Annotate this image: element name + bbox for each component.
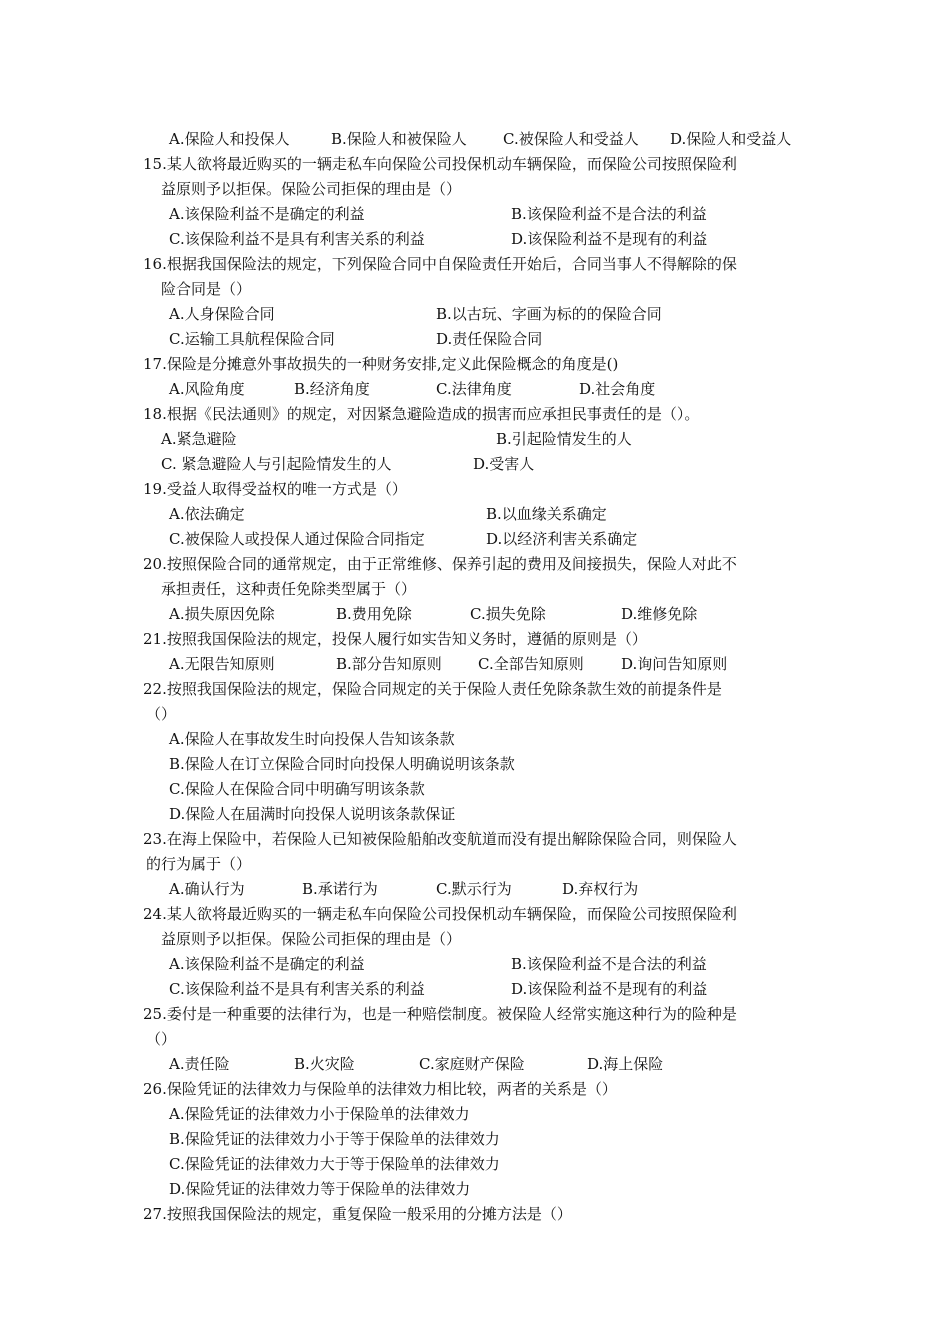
q22-option-b [143,752,813,777]
q18-options-row2 [143,452,813,477]
option-a: A.保险凭证的法律效力小于保险单的法律效力 [169,1105,470,1123]
option-a: A.保险人和投保人 [169,130,290,148]
option-a: A.人身保险合同 [169,305,275,323]
q16-options-row2 [143,327,813,352]
option-b: B.以古玩、字画为标的的保险合同 [436,305,662,323]
q16-stem-cont: 险合同是（） [161,280,252,298]
option-a: A.责任险 [169,1055,230,1073]
q24-stem-cont: 益原则予以拒保。保险公司拒保的理由是（） [161,930,462,948]
option-d: D.社会角度 [579,380,656,398]
option-c: C.该保险利益不是具有利害关系的利益 [169,230,425,248]
option-a: A.该保险利益不是确定的利益 [169,955,365,973]
q20-stem: 20.按照保险合同的通常规定，由于正常维修、保养引起的费用及间接损失，保险人对此不 [143,555,737,573]
q22-option-d [143,802,813,827]
q25-stem: 25.委付是一种重要的法律行为，也是一种赔偿制度。被保险人经常实施这种行为的险种是 [143,1005,737,1023]
q26-stem: 26.保险凭证的法律效力与保险单的法律效力相比较，两者的关系是（） [143,1080,617,1098]
q20-stem-cont: 承担责任，这种责任免除类型属于（） [161,580,417,598]
q20-options [143,602,813,627]
option-c: C.全部告知原则 [478,655,584,673]
q22-stem: 22.按照我国保险法的规定，保险合同规定的关于保险人责任免除条款生效的前提条件是 [143,680,722,698]
option-b: B.保险人和被保险人 [331,130,467,148]
q14-options [143,127,813,152]
option-b: B.火灾险 [294,1055,355,1073]
option-b: B.费用免除 [336,605,412,623]
q25-options [143,1052,813,1077]
q24-options-row1 [143,952,813,977]
q23-stem-cont: 的行为属于（） [146,855,252,873]
q16-options-row1 [143,302,813,327]
option-d: D.该保险利益不是现有的利益 [511,980,708,998]
option-c: C. 紧急避险人与引起险情发生的人 [161,455,392,473]
option-b: B.经济角度 [294,380,370,398]
option-d: D.保险凭证的法律效力等于保险单的法律效力 [169,1180,471,1198]
q24-options-row2 [143,977,813,1002]
option-d: D.海上保险 [587,1055,664,1073]
option-c: C.法律角度 [436,380,512,398]
option-d: D.保险人在届满时向投保人说明该条款保证 [169,805,456,823]
option-c: C.默示行为 [436,880,512,898]
option-b: B.该保险利益不是合法的利益 [511,955,707,973]
option-c: C.被保险人和受益人 [503,130,639,148]
q23-stem: 23.在海上保险中，若保险人已知被保险船舶改变航道而没有提出解除保险合同，则保险人 [143,830,737,848]
q16-stem: 16.根据我国保险法的规定，下列保险合同中自保险责任开始后，合同当事人不得解除的保 [143,255,737,273]
option-c: C.保险凭证的法律效力大于等于保险单的法律效力 [169,1155,500,1173]
q25-stem-cont: （） [146,1030,177,1048]
q19-options-row2 [143,527,813,552]
option-b: B.保险人在订立保险合同时向投保人明确说明该条款 [169,755,515,773]
q27-stem: 27.按照我国保险法的规定，重复保险一般采用的分摊方法是（） [143,1205,572,1223]
option-d: D.受害人 [473,455,535,473]
option-c: C.损失免除 [470,605,546,623]
option-b: B.部分告知原则 [336,655,442,673]
q26-option-b [143,1127,813,1152]
q17-stem: 17.保险是分摊意外事故损失的一种财务安排,定义此保险概念的角度是() [143,355,619,373]
q22-option-a [143,727,813,752]
q18-options-row1 [143,427,813,452]
q19-options-row1 [143,502,813,527]
option-d: D.保险人和受益人 [670,130,792,148]
option-a: A.无限告知原则 [169,655,275,673]
option-c: C.该保险利益不是具有利害关系的利益 [169,980,425,998]
option-a: A.确认行为 [169,880,245,898]
q21-options [143,652,813,677]
option-c: C.家庭财产保险 [419,1055,525,1073]
option-d: D.维修免除 [621,605,698,623]
option-b: B.以血缘关系确定 [486,505,607,523]
q15-options-row1 [143,202,813,227]
q21-stem: 21.按照我国保险法的规定，投保人履行如实告知义务时，遵循的原则是（） [143,630,647,648]
option-d: D.弃权行为 [562,880,639,898]
q23-options [143,877,813,902]
option-d: D.以经济利害关系确定 [486,530,638,548]
q18-stem: 18.根据《民法通则》的规定，对因紧急避险造成的损害而应承担民事责任的是（）。 [143,405,700,423]
option-a: A.紧急避险 [161,430,237,448]
option-d: D.询问告知原则 [621,655,728,673]
option-b: B.保险凭证的法律效力小于等于保险单的法律效力 [169,1130,500,1148]
option-a: A.风险角度 [169,380,245,398]
option-a: A.依法确定 [169,505,245,523]
option-a: A.保险人在事故发生时向投保人告知该条款 [169,730,455,748]
q19-stem: 19.受益人取得受益权的唯一方式是（） [143,480,407,498]
q24-stem: 24.某人欲将最近购买的一辆走私车向保险公司投保机动车辆保险，而保险公司按照保险利 [143,905,737,923]
option-d: D.该保险利益不是现有的利益 [511,230,708,248]
q15-options-row2 [143,227,813,252]
option-b: B.引起险情发生的人 [496,430,632,448]
q15-stem-cont: 益原则予以拒保。保险公司拒保的理由是（） [161,180,462,198]
option-d: D.责任保险合同 [436,330,543,348]
option-a: A.损失原因免除 [169,605,275,623]
q22-stem-cont: （） [146,705,177,723]
option-c: C.运输工具航程保险合同 [169,330,335,348]
option-b: B.该保险利益不是合法的利益 [511,205,707,223]
q26-option-c [143,1152,813,1177]
q26-option-d [143,1177,813,1202]
option-c: C.保险人在保险合同中明确写明该条款 [169,780,425,798]
q22-option-c [143,777,813,802]
question-list [143,127,813,1227]
option-b: B.承诺行为 [302,880,378,898]
option-c: C.被保险人或投保人通过保险合同指定 [169,530,425,548]
option-a: A.该保险利益不是确定的利益 [169,205,365,223]
q26-option-a [143,1102,813,1127]
q17-options [143,377,813,402]
q15-stem: 15.某人欲将最近购买的一辆走私车向保险公司投保机动车辆保险，而保险公司按照保险利 [143,155,737,173]
